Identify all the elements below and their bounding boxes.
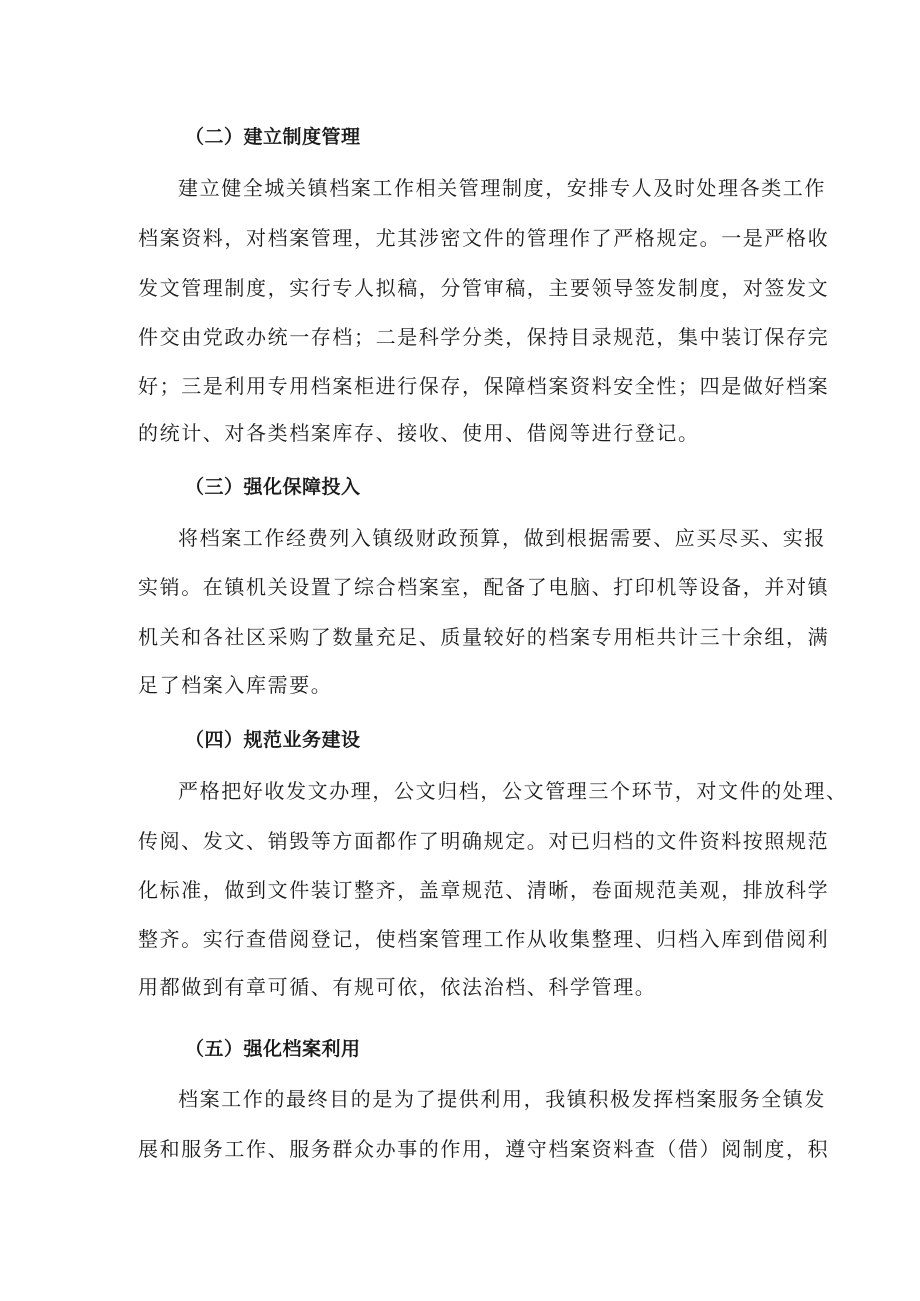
paragraph-line: 发文管理制度，实行专人拟稿，分管审稿，主要领导签发制度，对签发文 [138,276,830,300]
section-heading-3: （三）强化保障投入 [185,476,361,498]
paragraph-line: 档案工作的最终目的是为了提供利用，我镇积极发挥档案服务全镇发 [178,1087,826,1111]
paragraph-line: 建立健全城关镇档案工作相关管理制度，安排专人及时处理各类工作 [178,176,826,200]
paragraph-line: 化标准，做到文件装订整齐，盖章规范、清晰，卷面规范美观，排放科学 [138,878,830,902]
paragraph-line: 整齐。实行查借阅登记，使档案管理工作从收集整理、归档入库到借阅利 [138,927,830,951]
section-heading-2: （二）建立制度管理 [185,126,361,148]
paragraph-line: 用都做到有章可循、有规可依，依法治档、科学管理。 [138,975,657,999]
paragraph-line: 足了档案入库需要。 [138,673,333,697]
paragraph-line: 传阅、发文、销毁等方面都作了明确规定。对已归档的文件资料按照规范 [138,829,830,853]
paragraph-line: 件交由党政办统一存档；二是科学分类，保持目录规范，集中装订保存完 [138,325,830,349]
paragraph-line: 将档案工作经费列入镇级财政预算，做到根据需要、应买尽买、实报 [178,526,826,550]
paragraph-line: 的统计、对各类档案库存、接收、使用、借阅等进行登记。 [138,421,700,445]
paragraph-line: 展和服务工作、服务群众办事的作用，遵守档案资料查（借）阅制度，积 [138,1137,830,1161]
paragraph-line: 好；三是利用专用档案柜进行保存，保障档案资料安全性；四是做好档案 [138,374,830,398]
paragraph-line: 机关和各社区采购了数量充足、质量较好的档案专用柜共计三十余组，满 [138,625,830,649]
section-heading-4: （四）规范业务建设 [185,729,361,751]
section-heading-5: （五）强化档案利用 [185,1038,361,1060]
paragraph-line: 实销。在镇机关设置了综合档案室，配备了电脑、打印机等设备，并对镇 [138,575,830,599]
paragraph-line: 档案资料，对档案管理，尤其涉密文件的管理作了严格规定。一是严格收 [138,226,830,250]
paragraph-line: 严格把好收发文办理，公文归档，公文管理三个环节，对文件的处理、 [178,779,848,803]
